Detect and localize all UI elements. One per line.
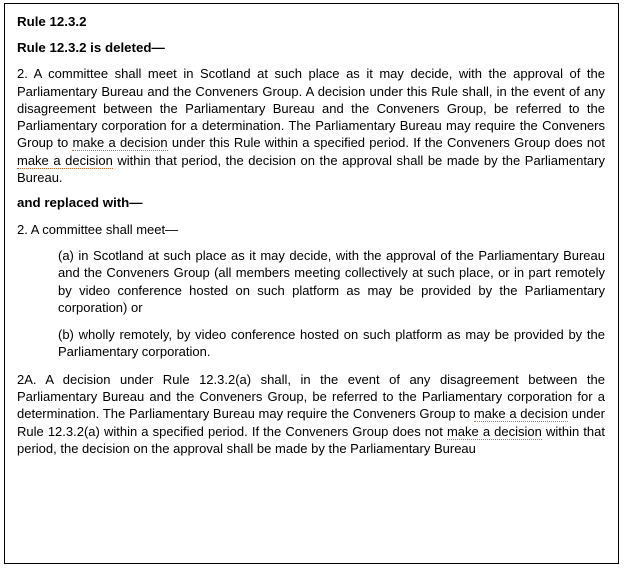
spellcheck-flagged-text: make a decision bbox=[17, 152, 113, 168]
replaced-with-heading: and replaced with— bbox=[17, 195, 143, 211]
spellcheck-flagged-text: make a decision bbox=[473, 406, 569, 422]
deleted-rule-heading: Rule 12.3.2 is deleted— bbox=[17, 39, 165, 55]
paragraph-2a-part1: 2A. A decision under Rule 12.3.2(a) shall, in the event of any disagreement between the Parliamentary Bureau and the Conveners Group, be referred to the Parliamentary corporation for a determination. The Parliamentary Bureau may require the Conveners Group to bbox=[17, 371, 605, 422]
deleted-paragraph-part1: 2. A committee shall meet in Scotland at such place as it may decide, with the approval of the Parliamentary Bureau and the Conveners Group. A decision under this Rule shall, in the event of any disagreement between the Parliamentary Bureau and the Conveners Group, be referred to the Parliamentary corporation for a determination. The Parliamentary Bureau may require the Conveners Group to bbox=[17, 66, 605, 151]
paragraph-2a bbox=[17, 371, 605, 457]
document-body-box bbox=[4, 3, 619, 564]
paragraph-2a-part2: under Rule 12.3.2(a) within a specified period. If the Conveners Group does not bbox=[17, 406, 605, 439]
deleted-rule-paragraph bbox=[17, 65, 605, 186]
rule-heading: Rule 12.3.2 bbox=[17, 14, 87, 29]
spellcheck-flagged-text: make a decision bbox=[446, 423, 542, 439]
clause-a-paragraph: (a) in Scotland at such place as it may decide, with the approval of the Parliamentary Bureau and the Conveners Group (all members meeting collectively at such place, or in part remotely by video conference hosted on such platform as may be provided by the Parliamentary corporation) or bbox=[58, 248, 605, 315]
replacement-intro-paragraph: 2. A committee shall meet— bbox=[17, 221, 179, 237]
deleted-paragraph-part3: within that period, the decision on the approval shall be made by the Parliamentary Bureau. bbox=[17, 152, 605, 185]
clause-b-paragraph: (b) wholly remotely, by video conference hosted on such platform as may be provided by the Parliamentary corporation. bbox=[58, 327, 605, 360]
paragraph-2a-part3: within that period, the decision on the approval shall be made by the Parliamentary Bureau bbox=[17, 423, 605, 456]
deleted-paragraph-part2: under this Rule within a specified period. If the Conveners Group does not bbox=[167, 135, 605, 151]
spellcheck-flagged-text: make a decision bbox=[72, 135, 168, 151]
